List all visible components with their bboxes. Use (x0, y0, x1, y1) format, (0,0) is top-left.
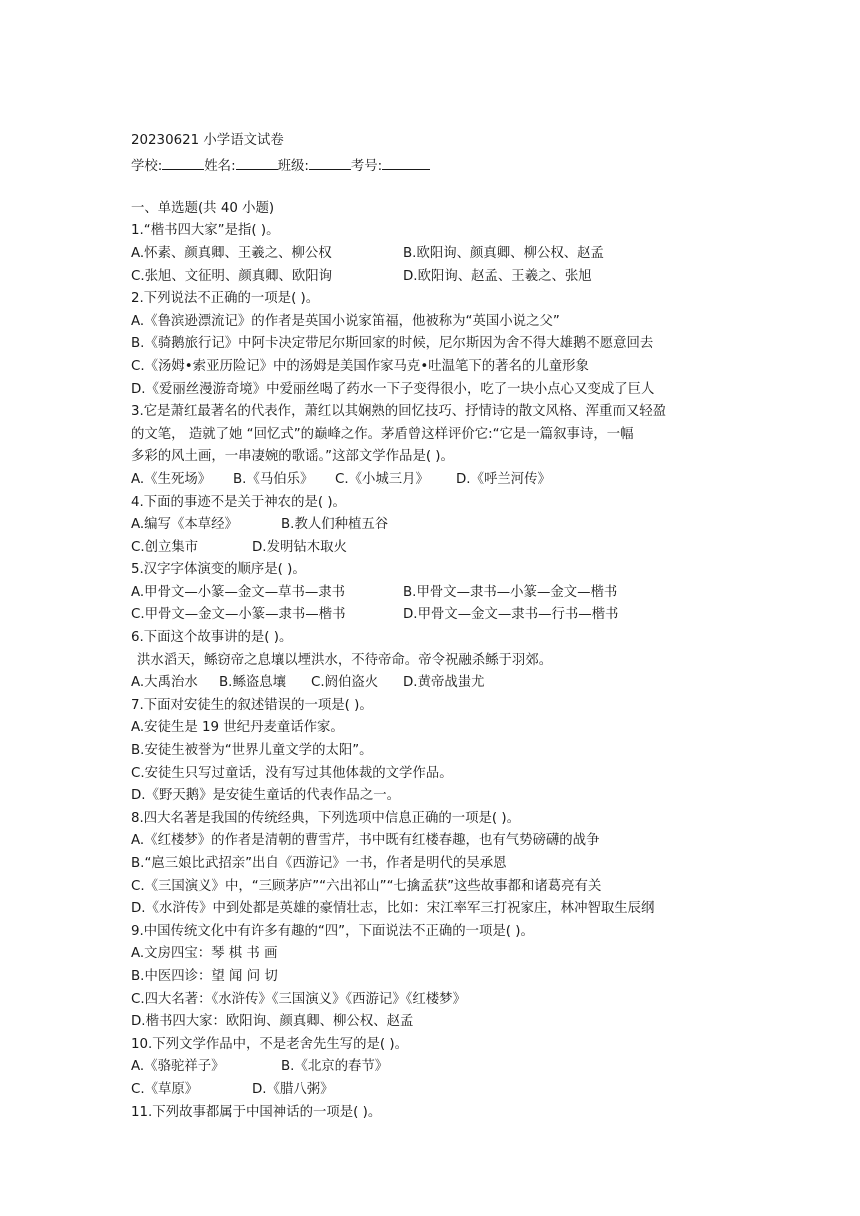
name-label: 姓名: (204, 158, 236, 174)
option: B.《马伯乐》 (233, 471, 314, 487)
question-stem: 6.下面这个故事讲的是( )。 (131, 630, 293, 646)
option: A.《生死场》 (131, 471, 212, 487)
student-info-line (131, 153, 771, 176)
option-row (131, 1056, 771, 1079)
option: A.安徒生是 19 世纪丹麦童话作家。 (131, 720, 344, 736)
question-stem: 11.下列故事都属于中国神话的一项是( )。 (131, 1104, 382, 1120)
school-blank[interactable] (162, 153, 204, 170)
exam-title: 20230621 小学语文试卷 (131, 133, 284, 148)
option: D.《水浒传》中到处都是英雄的豪情壮志，比如：宋江率军三打祝家庄，林冲智取生辰纲 (131, 901, 655, 917)
exam-paper (131, 130, 771, 1124)
question-stem: 4.下面的事迹不是关于神农的是( )。 (131, 494, 346, 510)
question-passage: 洪水滔天，鲧窃帝之息壤以堙洪水，不待帝命。帝令祝融杀鲧于羽郊。 (137, 652, 553, 668)
option: A.文房四宝：琴 棋 书 画 (131, 946, 278, 962)
option-row (131, 243, 771, 266)
question-stem: 2.下列说法不正确的一项是( )。 (131, 291, 320, 307)
option-row (131, 1079, 771, 1102)
option: A.《骆驼祥子》 (131, 1059, 225, 1075)
section-title: 一、单选题(共 40 小题) (131, 200, 275, 216)
option: C.四大名著：《水浒传》《三国演义》《西游记》《红楼梦》 (131, 991, 466, 1007)
question-stem: 10.下列文学作品中，不是老舍先生写的是( )。 (131, 1036, 409, 1052)
class-label: 班级: (277, 158, 309, 174)
option: B.《北京的春节》 (281, 1059, 389, 1075)
name-blank[interactable] (236, 153, 278, 170)
option: B.《骑鹅旅行记》中阿卡决定带尼尔斯回家的时候，尼尔斯因为舍不得大雄鹅不愿意回去 (131, 336, 654, 352)
option: D.欧阳询、赵孟、王羲之、张旭 (403, 268, 592, 284)
option: B.安徒生被誉为“世界儿童文学的太阳”。 (131, 743, 373, 759)
option: C.安徒生只写过童话，没有写过其他体裁的文学作品。 (131, 765, 453, 781)
question-stem: 多彩的风土画，一串凄婉的歌谣。”这部文学作品是( )。 (131, 449, 454, 465)
question-stem: 的文笔， 造就了她 “回忆式”的巅峰之作。茅盾曾这样评价它:“它是一篇叙事诗，一幅 (131, 426, 634, 442)
option: C.张旭、文征明、颜真卿、欧阳询 (131, 268, 333, 284)
option: C.阏伯盗火 (311, 675, 379, 691)
option: B.中医四诊：望 闻 问 切 (131, 968, 278, 984)
question-stem: 3.它是萧红最著名的代表作，萧红以其娴熟的回忆技巧、抒情诗的散文风格、浑重而又轻盈 (131, 404, 667, 420)
option: A.怀素、颜真卿、王羲之、柳公权 (131, 245, 332, 261)
option-row (131, 582, 771, 605)
option: C.《三国演义》中，“三顾茅庐”“六出祁山”“七擒孟获”这些故事都和诸葛亮有关 (131, 878, 602, 894)
option-row (131, 266, 771, 289)
option: B.欧阳询、颜真卿、柳公权、赵孟 (403, 245, 604, 261)
option: C.创立集市 (131, 539, 199, 555)
option-row (131, 672, 771, 695)
option: D.《呼兰河传》 (456, 471, 551, 487)
class-blank[interactable] (309, 153, 351, 170)
question-stem: 8.四大名著是我国的传统经典，下列选项中信息正确的一项是( )。 (131, 810, 521, 826)
option: D.《野天鹅》是安徒生童话的代表作品之一。 (131, 788, 400, 804)
option: D.发明钻木取火 (252, 539, 347, 555)
option: B.“扈三娘比武招亲”出自《西游记》一书，作者是明代的吴承恩 (131, 856, 507, 871)
option-row (131, 514, 771, 537)
option: A.《红楼梦》的作者是清朝的曹雪芹，书中既有红楼春趣，也有气势磅礴的战争 (131, 833, 600, 849)
option: A.甲骨文—小篆—金文—草书—隶书 (131, 584, 346, 600)
option: D.《爱丽丝漫游奇境》中爱丽丝喝了药水一下子变得很小，吃了一块小点心又变成了巨人 (131, 381, 655, 397)
option: D.《腊八粥》 (252, 1081, 334, 1097)
question-stem: 9.中国传统文化中有许多有趣的“四”，下面说法不正确的一项是( )。 (131, 923, 534, 939)
option-row (131, 469, 771, 492)
option: C.《草原》 (131, 1081, 199, 1097)
school-label: 学校: (131, 158, 163, 174)
option: C.甲骨文—金文—小篆—隶书—楷书 (131, 607, 346, 623)
exam-number-label: 考号: (350, 158, 383, 174)
option: C.《汤姆•索亚历险记》中的汤姆是美国作家马克•吐温笔下的著名的儿童形象 (131, 358, 589, 374)
exam-number-blank[interactable] (382, 153, 430, 170)
option: B.教人们种植五谷 (281, 517, 389, 533)
option: D.楷书四大家：欧阳询、颜真卿、柳公权、赵孟 (131, 1014, 414, 1030)
option: A.《鲁滨逊漂流记》的作者是英国小说家笛福，他被称为“英国小说之父” (131, 313, 560, 329)
option-row (131, 604, 771, 627)
question-stem: 7.下面对安徒生的叙述错误的一项是( )。 (131, 697, 373, 713)
option: A.编写《本草经》 (131, 517, 238, 533)
option: D.甲骨文—金文—隶书—行书—楷书 (403, 607, 619, 623)
option: C.《小城三月》 (335, 471, 429, 487)
question-stem: 1.“楷书四大家”是指( )。 (131, 223, 280, 239)
option: B.甲骨文—隶书—小篆—金文—楷书 (403, 584, 618, 600)
question-stem: 5.汉字字体演变的顺序是( )。 (131, 562, 306, 578)
option: B.鲧盗息壤 (219, 675, 287, 691)
option: A.大禹治水 (131, 675, 198, 691)
option: D.黄帝战蚩尤 (403, 675, 485, 691)
option-row (131, 537, 771, 560)
